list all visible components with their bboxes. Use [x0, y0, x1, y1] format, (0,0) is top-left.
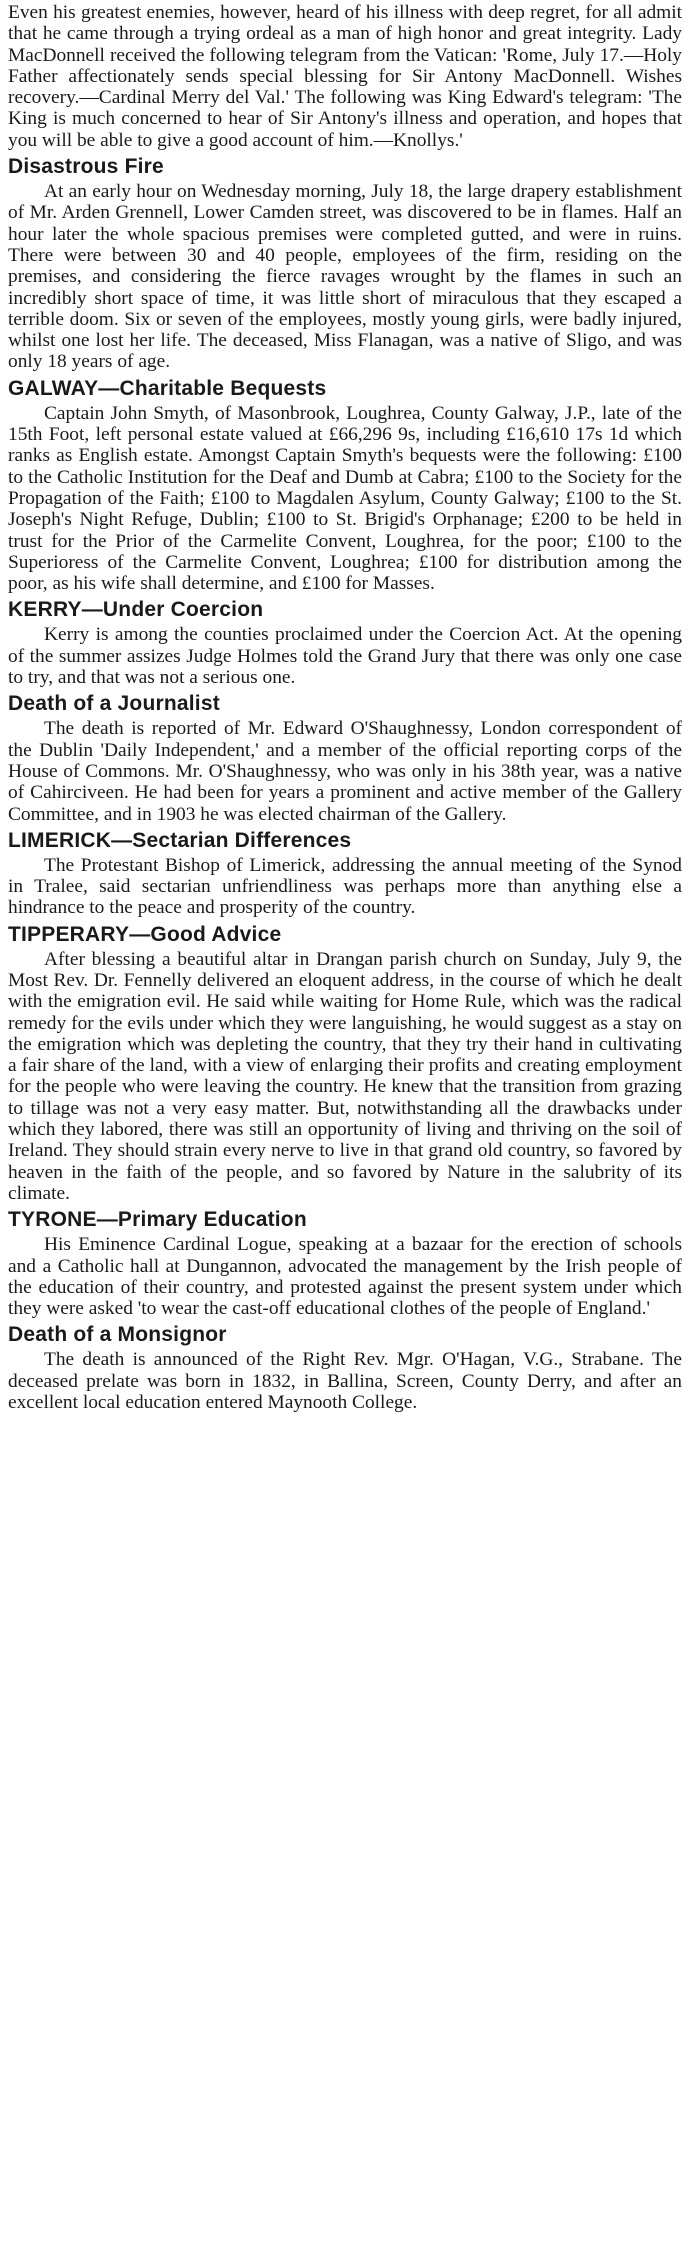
section-body: Captain John Smyth, of Masonbrook, Loughrea, County Galway, J.P., late of the 15th Foot, left personal estate valued at £66,296 9s, including £16,610 17s 1d which ranks as English estate. Amongst Captain Smyth's bequests were the following: £100 to the Catholic Institution for the Deaf and Dumb at Cabra; £100 to the Society for the Propagation of the Faith; £100 to Magdalen Asylum, County Galway; £100 to the St. Joseph's Night Refuge, Dublin; £100 to St. Brigid's Orphanage; £200 to be held in trust for the Prior of the Carmelite Convent, Loughrea, for the poor; £100 to the Superioress of the Carmelite Convent, Loughrea; £100 for distribution among the poor, as his wife shall determine, and £100 for Masses.	[8, 402, 682, 595]
section-heading: LIMERICK—Sectarian Differences	[8, 828, 352, 852]
section-limerick	[8, 828, 682, 919]
section-body: The death is reported of Mr. Edward O'Shaughnessy, London correspondent of the Dublin 'Daily Independent,' and a member of the official reporting corps of the House of Commons. Mr. O'Shaughnessy, who was only in his 38th year, was a native of Cahirciveen. He had been for years a prominent and active member of the Gallery Committee, and in 1903 he was elected chairman of the Gallery.	[8, 718, 682, 825]
section-heading: GALWAY—Charitable Bequests	[8, 376, 327, 400]
section-monsignor	[8, 1322, 682, 1413]
section-body: At an early hour on Wednesday morning, July 18, the large drapery establishment of Mr. Arden Grennell, Lower Camden street, was discovered to be in flames. Half an hour later the whole spacious premises were completed gutted, and were in ruins. There were between 30 and 40 people, employees of the firm, residing on the premises, and considering the fierce ravages wrought by the flames in such an incredibly short space of time, it was little short of miraculous that they escaped a terrible doom. Six or seven of the employees, mostly young girls, were badly injured, whilst one lost her life. The deceased, Miss Flanagan, was a native of Sligo, and was only 18 years of age.	[8, 181, 682, 373]
section-kerry	[8, 597, 682, 688]
section-body: His Eminence Cardinal Logue, speaking at a bazaar for the erection of schools and a Catholic hall at Dungannon, advocated the management by the Irish people of the education of their country, and protested against the present system under which they were asked 'to wear the cast-off educational clothes of the people of England.'	[8, 1234, 682, 1320]
section-journalist	[8, 691, 682, 824]
section-disastrous-fire	[8, 154, 682, 373]
section-heading: Death of a Journalist	[8, 692, 220, 716]
section-galway	[8, 376, 682, 595]
section-body: Kerry is among the counties proclaimed under the Coercion Act. At the opening of the summer assizes Judge Holmes told the Grand Jury that there was only one case to try, and that was not a serious one.	[8, 624, 682, 689]
section-tyrone	[8, 1207, 682, 1319]
section-tipperary	[8, 922, 682, 1205]
section-heading: Death of a Monsignor	[8, 1323, 227, 1347]
section-body: The Protestant Bishop of Limerick, addressing the annual meeting of the Synod in Tralee, said sectarian unfriendliness was perhaps more than anything else a hindrance to the peace and prosperity of the country.	[8, 854, 682, 919]
section-body: After blessing a beautiful altar in Drangan parish church on Sunday, July 9, the Most Rev. Dr. Fennelly delivered an eloquent address, in the course of which he dealt with the emigration evil. He said while waiting for Home Rule, which was the radical remedy for the evils under which they were languishing, he would suggest as a stay on the emigration which was depleting the country, that they try their hand in cultivating a fair share of the land, with a view of enlarging their profits and creating employment for the people who were leaving the country. He knew that the transition from grazing to tillage was not a very easy matter. But, notwithstanding all the drawbacks under which they labored, there was still an opportunity of living and thriving on the soil of Ireland. They should strain every nerve to live in that grand old country, so favored by heaven in the faith of the people, and so favored by Nature in the salubrity of its climate.	[8, 948, 682, 1204]
section-heading: Disastrous Fire	[8, 155, 164, 179]
section-heading: TIPPERARY—Good Advice	[8, 922, 282, 946]
intro-paragraph: Even his greatest enemies, however, heard of his illness with deep regret, for all admit that he came through a trying ordeal as a man of high honor and great integrity. Lady MacDonnell received the following telegram from the Vatican: 'Rome, July 17.—Holy Father affectionately sends special blessing for Sir Antony MacDonnell. Wishes recovery.—Cardinal Merry del Val.' The following was King Edward's telegram: 'The King is much concerned to hear of Sir Antony's illness and operation, and hopes that you will be able to give a good account of him.—Knollys.'	[8, 2, 682, 151]
section-heading: TYRONE—Primary Education	[8, 1208, 307, 1232]
section-heading: KERRY—Under Coercion	[8, 598, 264, 622]
section-body: The death is announced of the Right Rev. Mgr. O'Hagan, V.G., Strabane. The deceased prelate was born in 1832, in Ballina, Screen, County Derry, and after an excellent local education entered Maynooth College.	[8, 1349, 682, 1414]
